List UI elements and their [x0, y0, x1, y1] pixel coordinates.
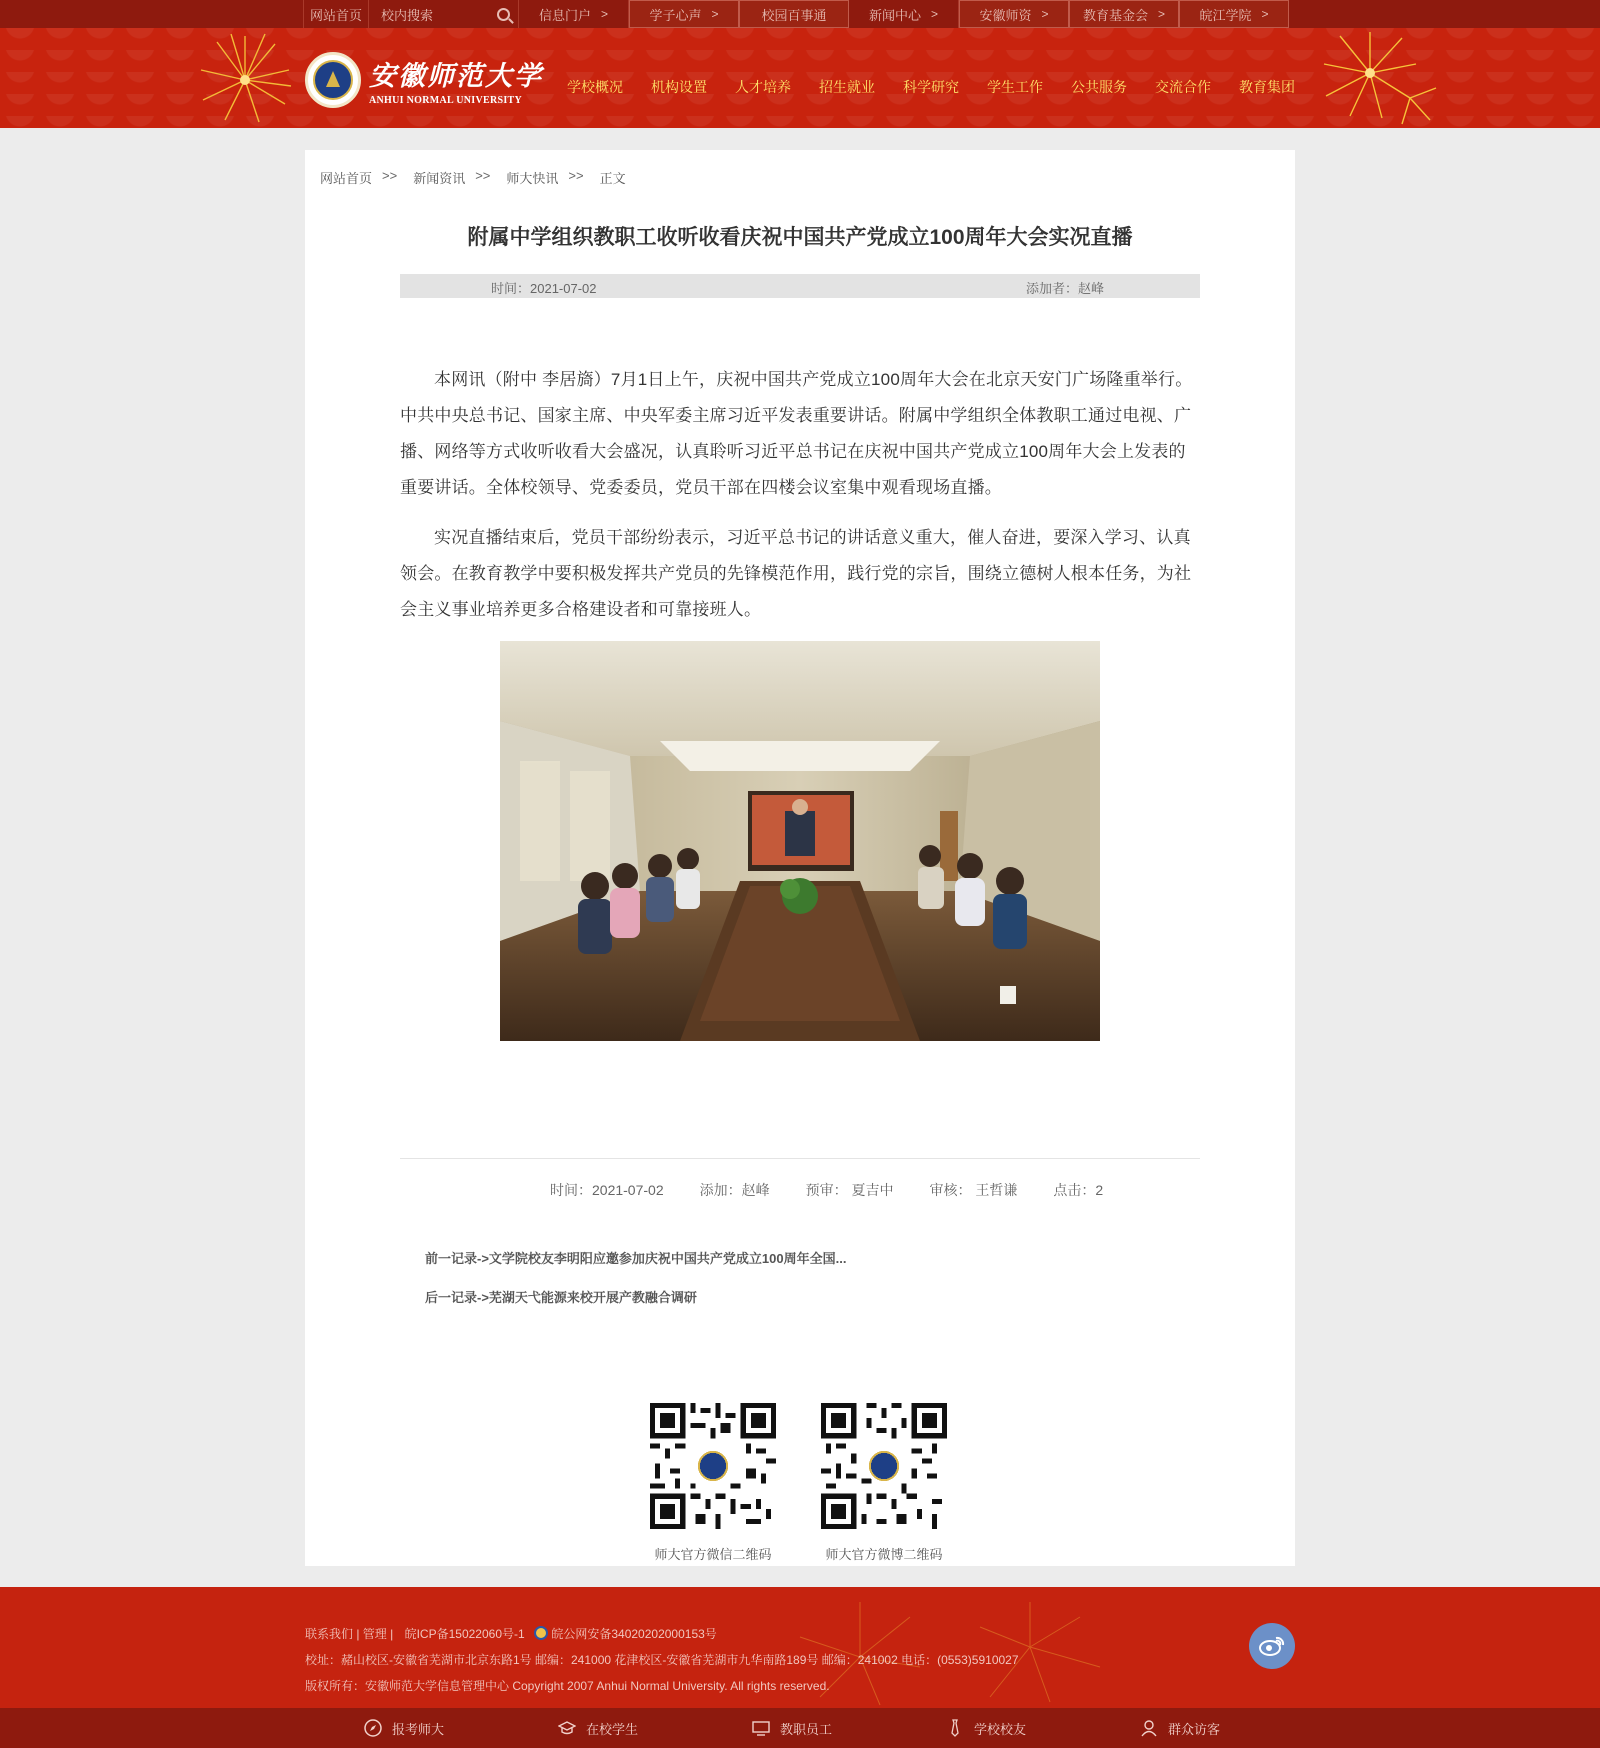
site-header [0, 28, 1600, 128]
wechat-qr-caption: 师大官方微信二维码 [654, 1547, 772, 1562]
article-paragraph: 实况直播结束后，党员干部纷纷表示，习近平总书记的讲话意义重大，催人奋进，要深入学习、认真领会。在教育教学中要积极发挥共产党员的先锋模范作用，践行党的宗旨，围绕立德树人根本任务，为社会主义事业培养更多合格建设者和可靠接班人。 [400, 528, 1192, 619]
article-author: 添加者：赵峰 [1026, 281, 1105, 296]
footer-contact-admin-links[interactable]: 联系我们 | 管理 | [305, 1627, 394, 1641]
top-utility-bar [0, 0, 1600, 28]
user-icon [1140, 1719, 1158, 1737]
nav-item-exchange[interactable]: 交流合作 [1155, 79, 1211, 95]
weibo-qr-code-icon [821, 1403, 947, 1529]
chevron-right-icon: > [1158, 7, 1166, 21]
chevron-right-icon: > [601, 7, 609, 21]
footer-review: 审核： 王哲谦 [929, 1182, 1018, 1198]
breadcrumb [320, 168, 636, 187]
breadcrumb-quick-news[interactable]: 师大快讯 [506, 171, 559, 186]
divider [400, 1158, 1200, 1159]
footer-address: 校址：赭山校区-安徽省芜湖市北京东路1号 邮编：241000 花津校区-安徽省芜湖市九华南路189号 邮编：241002 电话：(0553)5910027 [305, 1653, 1019, 1667]
footer-added-by: 添加：赵峰 [699, 1182, 770, 1198]
nav-item-admissions[interactable]: 招生就业 [819, 79, 875, 95]
wechat-qr-code-icon [650, 1403, 776, 1529]
tie-icon [946, 1719, 964, 1737]
previous-article-link[interactable]: 前一记录->文学院校友李明阳应邀参加庆祝中国共产党成立100周年全国... [425, 1251, 847, 1266]
article-paragraph: 本网讯（附中 李居旖）7月1日上午，庆祝中国共产党成立100周年大会在北京天安门广场隆重举行。中共中央总书记、国家主席、中央军委主席习近平发表重要讲话。附属中学组织全体教职工通过电视、广播、网络等方式收听收看大会盛况，认真聆听习近平总书记在庆祝中国共产党成立100周年大会上发表的重要讲话。全体校领导、党委委员，党员干部在四楼会议室集中观看现场直播。 [400, 370, 1193, 497]
next-article-link[interactable]: 后一记录->芜湖天弋能源来校开展产教融合调研 [425, 1290, 697, 1305]
footer-pre-review: 预审： 夏吉中 [805, 1182, 894, 1198]
logo-english-name: ANHUI NORMAL UNIVERSITY [369, 95, 523, 106]
nav-item-student-affairs[interactable]: 学生工作 [987, 79, 1043, 95]
nav-item-research[interactable]: 科学研究 [903, 79, 959, 95]
footer-copyright: 版权所有：安徽师范大学信息管理中心 Copyright 2007 Anhui Normal University. All rights reserved. [305, 1679, 830, 1693]
chevron-right-icon: > [711, 7, 719, 21]
chevron-right-icon: > [931, 7, 939, 21]
nav-item-departments[interactable]: 机构设置 [651, 79, 707, 95]
topbar-home-link[interactable]: 网站首页 [303, 0, 369, 28]
nav-item-about[interactable]: 学校概况 [567, 79, 623, 95]
graduation-cap-icon [558, 1719, 576, 1737]
audience-visitors[interactable]: 群众访客 [1083, 1708, 1277, 1748]
university-seal-icon [305, 52, 361, 108]
topbar-link-foundation[interactable]: 教育基金会 > [1069, 0, 1179, 28]
search-placeholder: 校内搜索 [381, 7, 434, 23]
article-card [305, 150, 1295, 1566]
audience-alumni[interactable]: 学校校友 [889, 1708, 1083, 1748]
topbar-link-teachers[interactable]: 安徽师资 > [959, 0, 1069, 28]
topbar-link-portal[interactable]: 信息门户 > [519, 0, 629, 28]
weibo-float-button[interactable] [1249, 1623, 1295, 1669]
logo-chinese-name: 安徽师范大学 [369, 61, 543, 92]
weibo-icon [1259, 1635, 1285, 1657]
firework-right-decoration [1310, 28, 1440, 128]
topbar-link-news-center[interactable]: 新闻中心 > [849, 0, 959, 28]
audience-faculty-staff[interactable]: 教职员工 [695, 1708, 889, 1748]
topbar-link-student-voice[interactable]: 学子心声 > [629, 0, 739, 28]
breadcrumb-separator: >> [568, 168, 584, 183]
weibo-qr-block [821, 1403, 947, 1563]
compass-icon [364, 1719, 382, 1737]
chevron-right-icon: > [1261, 7, 1269, 21]
footer-icp[interactable]: 皖ICP备15022060号-1 [404, 1627, 525, 1641]
article-date: 时间：2021-07-02 [491, 281, 597, 296]
breadcrumb-news[interactable]: 新闻资讯 [413, 171, 466, 186]
footer-line-links [305, 1625, 717, 1642]
audience-prospective-students[interactable]: 报考师大 [307, 1708, 501, 1748]
article-meta-bar [400, 274, 1200, 298]
nav-item-public-services[interactable]: 公共服务 [1071, 79, 1127, 95]
main-navigation [553, 77, 1309, 97]
breadcrumb-separator: >> [382, 168, 398, 183]
police-badge-icon [534, 1626, 548, 1640]
topbar-link-campus-guide[interactable]: 校园百事通 [739, 0, 849, 28]
article-title: 附属中学组织教职工收听收看庆祝中国共产党成立100周年大会实况直播 [467, 226, 1133, 249]
article-photo [500, 641, 1100, 1041]
breadcrumb-home[interactable]: 网站首页 [320, 171, 373, 186]
weibo-qr-caption: 师大官方微博二维码 [825, 1547, 943, 1562]
firework-left-decoration [195, 30, 295, 128]
search-icon[interactable] [497, 8, 510, 21]
article-footer-meta [550, 1180, 1139, 1200]
wechat-qr-block [650, 1403, 776, 1563]
audience-current-students[interactable]: 在校学生 [501, 1708, 695, 1748]
footer-hits: 点击：2 [1053, 1182, 1104, 1198]
breadcrumb-current: 正文 [599, 171, 626, 186]
site-footer [0, 1587, 1600, 1708]
footer-date: 时间：2021-07-02 [550, 1182, 664, 1198]
university-logo[interactable] [305, 52, 543, 108]
search-input[interactable] [369, 0, 519, 28]
audience-bar [0, 1708, 1600, 1748]
footer-police-record[interactable]: 皖公网安备34020202000153号 [551, 1627, 717, 1641]
chevron-right-icon: > [1041, 7, 1049, 21]
topbar-link-wanjiang-college[interactable]: 皖江学院 > [1179, 0, 1289, 28]
nav-item-education-group[interactable]: 教育集团 [1239, 79, 1295, 95]
breadcrumb-separator: >> [475, 168, 491, 183]
monitor-icon [752, 1719, 770, 1737]
nav-item-education[interactable]: 人才培养 [735, 79, 791, 95]
